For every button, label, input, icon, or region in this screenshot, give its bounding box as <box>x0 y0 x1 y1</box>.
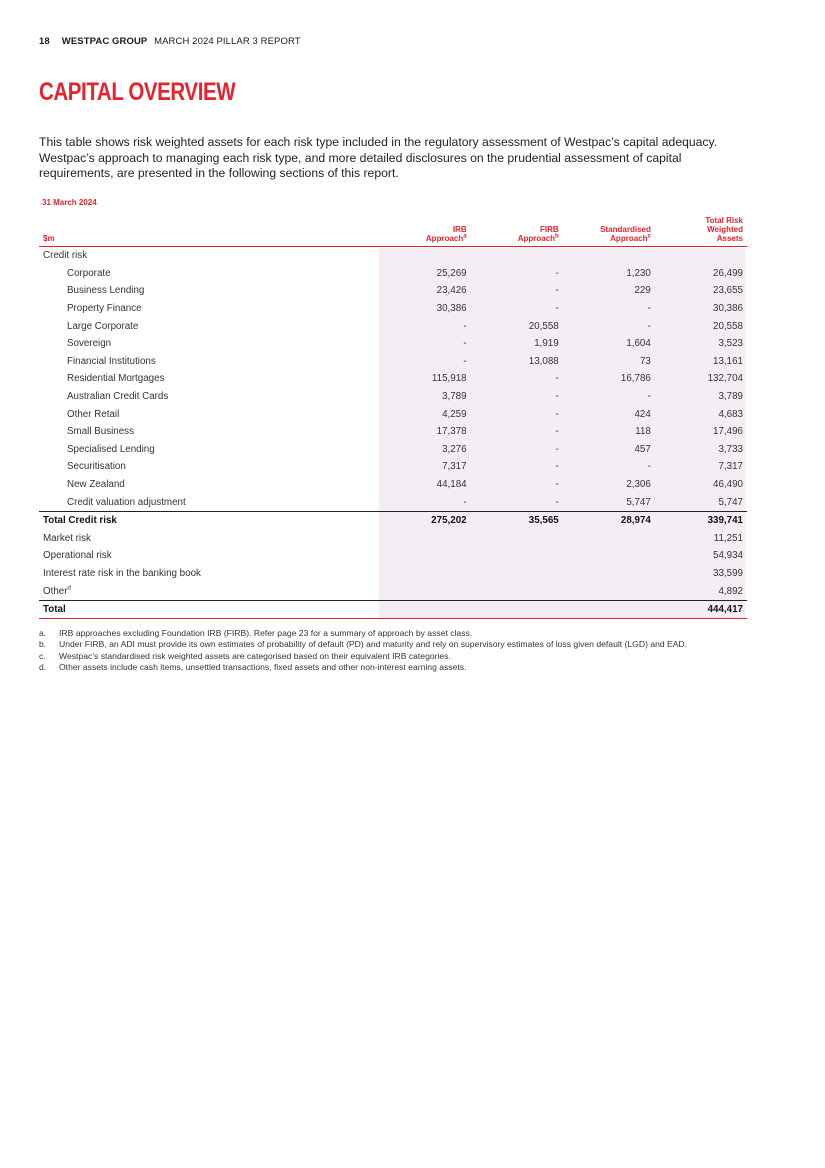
cell-standardised: 2,306 <box>626 479 651 491</box>
operational-risk-row: Operational risk 54,934 <box>43 550 743 562</box>
cell-standardised: - <box>647 461 651 473</box>
rwa-table <box>39 213 747 619</box>
footnote <box>39 662 749 673</box>
cell-irb: 44,184 <box>436 479 467 491</box>
cell-irb: 25,269 <box>436 267 467 279</box>
cell-standardised: 424 <box>634 408 651 420</box>
cell-firb: - <box>555 408 559 420</box>
cell-irb: 3,276 <box>442 443 467 455</box>
cell-irb: - <box>463 320 467 332</box>
section-label: Credit risk <box>43 250 88 262</box>
row-label: Sovereign <box>67 338 112 350</box>
cell-total: 5,747 <box>718 496 743 508</box>
cell-firb: - <box>555 303 559 315</box>
table-row <box>39 423 747 441</box>
cell-irb: 3,789 <box>442 391 467 403</box>
table-row <box>39 441 747 459</box>
row-label: Securitisation <box>67 461 126 473</box>
footnote-key: b. <box>39 639 47 650</box>
cell-firb: - <box>555 391 559 403</box>
cell-total: 4,683 <box>718 408 743 420</box>
cell-standardised: 229 <box>634 285 651 297</box>
table-row <box>39 370 747 388</box>
intro-paragraph: This table shows risk weighted assets for each risk type included in the regulatory assessment of Westpac’s capital adequacy. Westpac’s approach to managing each risk type, and more detailed disclosures on the prudential assessment of capital requirements, are presented in the following sections of this report. <box>39 135 718 180</box>
cell-total: 132,704 <box>707 373 743 385</box>
footnote-text: Westpac’s standardised risk weighted assets are categorised based on their equivalent IRB categories. <box>59 650 451 661</box>
cell-total: 46,490 <box>713 479 743 491</box>
footnote <box>39 628 749 639</box>
cell-total: 3,789 <box>718 391 743 403</box>
cell-irb: 4,259 <box>442 408 467 420</box>
cell-firb: - <box>555 479 559 491</box>
cell-firb: - <box>555 267 559 279</box>
row-label: Corporate <box>67 267 111 279</box>
irrbb-row: Interest rate risk in the banking book 33,599 <box>43 567 743 579</box>
cell-standardised: - <box>647 320 651 332</box>
col-header-irb: IRB Approach$^a$ <box>378 213 470 247</box>
page-header <box>39 36 301 47</box>
cell-irb: 17,378 <box>436 426 467 438</box>
cell-irb: 30,386 <box>436 303 467 315</box>
row-label: Australian Credit Cards <box>67 391 169 403</box>
row-label: Financial Institutions <box>67 355 156 367</box>
col-header-firb: FIRB Approach$^b$ <box>471 213 563 247</box>
footnote-text: Under FIRB, an ADI must provide its own estimates of probability of default (PD) and maturity and rely on supervisory estimates of loss given default (LGD) and EAD. <box>59 639 688 650</box>
table-row <box>39 353 747 371</box>
footnotes <box>39 628 749 673</box>
cell-total: 30,386 <box>713 303 743 315</box>
cell-total: 3,733 <box>718 443 743 455</box>
brand-name: WESTPAC GROUP <box>61 36 148 47</box>
row-label: Other Retail <box>67 408 120 420</box>
page-number: 18 <box>39 36 50 47</box>
col-header-standardised: Standardised Approach$^c$ <box>563 213 655 247</box>
table-row <box>39 388 747 406</box>
cell-total: 3,523 <box>718 338 743 350</box>
cell-total: 7,317 <box>718 461 743 473</box>
cell-firb: - <box>555 373 559 385</box>
other-row: Other$^d$ 4,892 <box>43 585 743 597</box>
cell-standardised: 16,786 <box>620 373 651 385</box>
rwa-table-container <box>39 213 747 619</box>
grand-total-row: Total 444,417 <box>39 600 747 619</box>
cell-standardised: 1,604 <box>626 338 651 350</box>
col-header-label: $m <box>39 213 378 247</box>
cell-standardised: 118 <box>635 426 651 438</box>
cell-firb: 20,558 <box>528 320 559 332</box>
cell-firb: - <box>555 426 559 438</box>
col-header-total: Total Risk Weighted Assets <box>655 213 747 247</box>
cell-irb: 7,317 <box>442 461 467 473</box>
cell-firb: - <box>555 443 559 455</box>
cell-firb: - <box>555 461 559 473</box>
cell-standardised: 73 <box>639 355 651 367</box>
table-row <box>39 282 747 300</box>
row-label: Residential Mortgages <box>67 373 165 385</box>
cell-total: 26,499 <box>713 267 743 279</box>
row-label: Business Lending <box>67 285 145 297</box>
cell-irb: - <box>463 496 467 508</box>
page-title: CAPITAL OVERVIEW <box>39 78 236 106</box>
footnote-key: a. <box>39 628 47 638</box>
cell-firb: 13,088 <box>528 355 559 367</box>
cell-firb: 1,919 <box>534 338 559 350</box>
row-label: New Zealand <box>67 479 125 491</box>
cell-total: 13,161 <box>713 355 743 367</box>
footnote-key: c. <box>39 650 46 661</box>
table-row <box>39 317 747 335</box>
section-row-credit-risk <box>39 247 747 265</box>
table-header-row <box>39 213 747 247</box>
cell-irb: - <box>463 355 467 367</box>
cell-irb: 115,918 <box>431 373 467 385</box>
cell-irb: 23,426 <box>436 285 467 297</box>
table-row <box>39 476 747 494</box>
cell-irb: - <box>463 338 467 350</box>
table-row <box>39 335 747 353</box>
cell-standardised: 5,747 <box>626 496 651 508</box>
table-row <box>39 493 747 511</box>
row-label: Credit valuation adjustment <box>67 496 186 508</box>
table-row <box>39 405 747 423</box>
cell-standardised: 1,230 <box>626 267 651 279</box>
report-name: MARCH 2024 PILLAR 3 REPORT <box>154 36 301 47</box>
footnote-text: IRB approaches excluding Foundation IRB (FIRB). Refer page 23 for a summary of approach by asset class. <box>59 628 473 638</box>
cell-firb: - <box>555 496 559 508</box>
table-row <box>39 265 747 283</box>
cell-total: 20,558 <box>713 320 743 332</box>
row-label: Large Corporate <box>67 320 139 332</box>
footnote-key: d. <box>39 661 47 672</box>
cell-standardised: 457 <box>634 443 651 455</box>
footnote-text: Other assets include cash items, unsettled transactions, fixed assets and other non-interest earning assets. <box>59 661 467 672</box>
footnote <box>39 639 749 650</box>
total-credit-risk-row: Total Credit risk 275,202 35,565 28,974 339,741 <box>39 511 747 529</box>
row-label: Small Business <box>67 426 134 438</box>
row-label: Property Finance <box>67 303 142 315</box>
table-date: 31 March 2024 <box>42 198 97 207</box>
table-row <box>39 300 747 318</box>
row-label: Specialised Lending <box>67 443 155 455</box>
cell-firb: - <box>555 285 559 297</box>
footnote <box>39 651 749 662</box>
cell-standardised: - <box>647 391 651 403</box>
cell-total: 17,496 <box>713 426 743 438</box>
table-row <box>39 458 747 476</box>
cell-total: 23,655 <box>713 285 743 297</box>
cell-standardised: - <box>647 303 651 315</box>
market-risk-row: Market risk 11,251 <box>43 532 743 544</box>
